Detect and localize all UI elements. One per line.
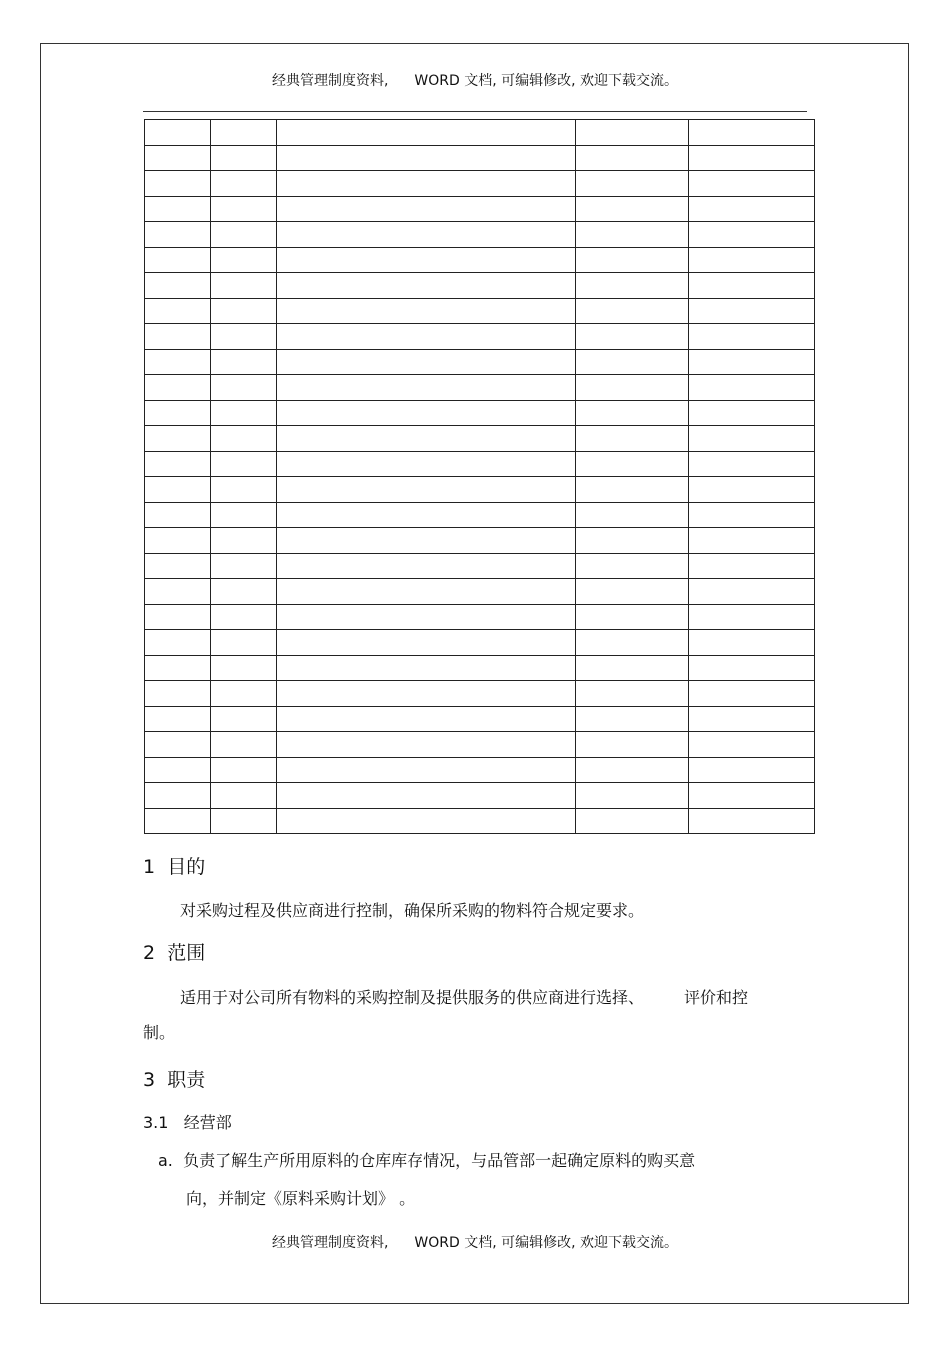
table-row xyxy=(145,808,815,834)
table-cell xyxy=(211,171,277,197)
table-cell xyxy=(277,477,576,503)
table-cell xyxy=(689,196,815,222)
table-cell xyxy=(689,120,815,146)
table-cell xyxy=(689,375,815,401)
section-3-number: 3 xyxy=(143,1069,156,1091)
table-cell xyxy=(689,579,815,605)
table-row xyxy=(145,324,815,350)
table-row xyxy=(145,349,815,375)
table-row xyxy=(145,145,815,171)
table-row xyxy=(145,171,815,197)
table-cell xyxy=(689,528,815,554)
table-cell xyxy=(576,757,689,783)
table-cell xyxy=(277,502,576,528)
table-cell xyxy=(689,477,815,503)
table-cell xyxy=(576,426,689,452)
blank-form-table xyxy=(144,119,815,834)
table-cell xyxy=(211,528,277,554)
table-row xyxy=(145,273,815,299)
table-cell xyxy=(576,630,689,656)
table-cell xyxy=(277,451,576,477)
table-cell xyxy=(576,324,689,350)
list-item-a-text: 负责了解生产所用原料的仓库库存情况，与品管部一起确定原料的购买意 xyxy=(183,1151,696,1170)
header-rule xyxy=(143,111,807,112)
table-cell xyxy=(576,706,689,732)
table-cell xyxy=(277,400,576,426)
table-cell xyxy=(689,171,815,197)
table-cell xyxy=(576,247,689,273)
table-cell xyxy=(211,273,277,299)
table-cell xyxy=(211,426,277,452)
table-cell xyxy=(211,783,277,809)
table-cell xyxy=(211,477,277,503)
table-row xyxy=(145,706,815,732)
table-cell xyxy=(145,196,211,222)
table-cell xyxy=(689,502,815,528)
table-cell xyxy=(576,120,689,146)
table-cell xyxy=(277,681,576,707)
table-row xyxy=(145,528,815,554)
table-cell xyxy=(576,681,689,707)
table-cell xyxy=(576,196,689,222)
table-cell xyxy=(576,732,689,758)
table-cell xyxy=(211,375,277,401)
subsection-3-1-title: 经营部 xyxy=(183,1113,232,1132)
table-cell xyxy=(145,732,211,758)
table-cell xyxy=(689,400,815,426)
table-cell xyxy=(277,120,576,146)
subsection-3-1-number: 3.1 xyxy=(143,1113,169,1132)
table-cell xyxy=(145,808,211,834)
section-3-heading xyxy=(143,1065,205,1092)
table-cell xyxy=(145,604,211,630)
table-row xyxy=(145,783,815,809)
table-cell xyxy=(576,477,689,503)
table-cell xyxy=(689,808,815,834)
table-cell xyxy=(277,783,576,809)
table-cell xyxy=(277,222,576,248)
table-cell xyxy=(689,349,815,375)
table-row xyxy=(145,681,815,707)
table-cell xyxy=(689,681,815,707)
table-cell xyxy=(689,757,815,783)
table-cell xyxy=(689,298,815,324)
section-2-number: 2 xyxy=(143,942,156,964)
table-cell xyxy=(277,273,576,299)
subsection-3-1-heading xyxy=(143,1110,232,1133)
table-cell xyxy=(277,528,576,554)
list-item-a-marker: a. xyxy=(158,1151,173,1170)
table-row xyxy=(145,630,815,656)
table-cell xyxy=(211,502,277,528)
table-cell xyxy=(211,630,277,656)
table-cell xyxy=(277,196,576,222)
table-cell xyxy=(211,196,277,222)
table-cell xyxy=(576,655,689,681)
footer-left-text: 经典管理制度资料, xyxy=(271,1235,389,1251)
table-cell xyxy=(277,426,576,452)
table-row xyxy=(145,477,815,503)
table-cell xyxy=(211,222,277,248)
table-cell xyxy=(145,247,211,273)
table-cell xyxy=(145,579,211,605)
table-row xyxy=(145,298,815,324)
table-cell xyxy=(211,120,277,146)
table-cell xyxy=(689,655,815,681)
table-cell xyxy=(145,757,211,783)
table-cell xyxy=(576,273,689,299)
section-1-heading xyxy=(143,852,205,879)
header-left-text: 经典管理制度资料, xyxy=(271,73,389,89)
table-row xyxy=(145,222,815,248)
table-cell xyxy=(211,145,277,171)
table-cell xyxy=(145,120,211,146)
table-cell xyxy=(277,247,576,273)
table-cell xyxy=(145,145,211,171)
table-cell xyxy=(145,324,211,350)
table-cell xyxy=(277,324,576,350)
table-cell xyxy=(277,349,576,375)
table-cell xyxy=(145,681,211,707)
table-cell xyxy=(277,808,576,834)
table-cell xyxy=(277,706,576,732)
table-cell xyxy=(277,732,576,758)
table-cell xyxy=(211,298,277,324)
table-cell xyxy=(145,171,211,197)
table-cell xyxy=(145,706,211,732)
table-row xyxy=(145,400,815,426)
table-row xyxy=(145,553,815,579)
table-row xyxy=(145,579,815,605)
table-cell xyxy=(211,681,277,707)
table-cell xyxy=(576,171,689,197)
table-cell xyxy=(576,298,689,324)
table-cell xyxy=(211,808,277,834)
table-cell xyxy=(576,349,689,375)
table-cell xyxy=(145,426,211,452)
table-cell xyxy=(576,579,689,605)
table-cell xyxy=(277,375,576,401)
table-cell xyxy=(145,222,211,248)
section-2-heading xyxy=(143,938,205,965)
section-3-title: 职责 xyxy=(167,1069,206,1091)
page-header xyxy=(0,70,950,90)
table-cell xyxy=(211,655,277,681)
table-cell xyxy=(576,451,689,477)
table-cell xyxy=(689,732,815,758)
table-cell xyxy=(145,400,211,426)
table-cell xyxy=(277,757,576,783)
table-cell xyxy=(145,655,211,681)
table-cell xyxy=(277,553,576,579)
table-row xyxy=(145,604,815,630)
table-cell xyxy=(211,604,277,630)
table-row xyxy=(145,451,815,477)
list-item-a-line2: 向，并制定《原料采购计划》 。 xyxy=(186,1189,416,1208)
section-2-body-line2: 制。 xyxy=(143,1023,176,1042)
section-1-number: 1 xyxy=(143,856,156,878)
table-cell xyxy=(211,247,277,273)
table-cell xyxy=(576,502,689,528)
table-row xyxy=(145,757,815,783)
table-cell xyxy=(689,553,815,579)
table-cell xyxy=(145,502,211,528)
table-cell xyxy=(689,273,815,299)
header-right-text: WORD 文档, 可编辑修改, 欢迎下载交流。 xyxy=(414,73,679,89)
table-body xyxy=(145,120,815,834)
table-cell xyxy=(576,400,689,426)
table-cell xyxy=(689,145,815,171)
table-cell xyxy=(211,732,277,758)
table-cell xyxy=(145,273,211,299)
table-cell xyxy=(277,655,576,681)
table-cell xyxy=(211,706,277,732)
table-cell xyxy=(145,630,211,656)
table-cell xyxy=(576,222,689,248)
table-row xyxy=(145,120,815,146)
table-cell xyxy=(277,298,576,324)
page-footer xyxy=(0,1232,950,1252)
section-1-body: 对采购过程及供应商进行控制，确保所采购的物料符合规定要求。 xyxy=(180,901,645,920)
section-2-body-text: 适用于对公司所有物料的采购控制及提供服务的供应商进行选择、 xyxy=(180,988,645,1007)
section-1-title: 目的 xyxy=(167,856,206,878)
table-cell xyxy=(277,145,576,171)
table-cell xyxy=(211,349,277,375)
table-cell xyxy=(277,630,576,656)
table-cell xyxy=(277,579,576,605)
table-row xyxy=(145,375,815,401)
table-cell xyxy=(145,528,211,554)
table-row xyxy=(145,426,815,452)
table-cell xyxy=(576,528,689,554)
section-2-title: 范围 xyxy=(167,942,206,964)
table-cell xyxy=(277,604,576,630)
table-cell xyxy=(145,451,211,477)
table-cell xyxy=(211,400,277,426)
table-cell xyxy=(145,298,211,324)
list-item-a-line1 xyxy=(158,1148,695,1171)
table-row xyxy=(145,732,815,758)
table-cell xyxy=(689,426,815,452)
table-cell xyxy=(145,553,211,579)
table-cell xyxy=(689,247,815,273)
table-row xyxy=(145,502,815,528)
table-cell xyxy=(277,171,576,197)
table-cell xyxy=(576,553,689,579)
table-cell xyxy=(576,375,689,401)
table-cell xyxy=(576,145,689,171)
table-cell xyxy=(576,808,689,834)
table-cell xyxy=(689,604,815,630)
section-2-body-tail: 评价和控 xyxy=(684,988,749,1007)
table-row xyxy=(145,655,815,681)
table-cell xyxy=(576,604,689,630)
table-cell xyxy=(689,706,815,732)
table-cell xyxy=(145,349,211,375)
table-cell xyxy=(689,783,815,809)
table-row xyxy=(145,247,815,273)
table-cell xyxy=(211,757,277,783)
table-cell xyxy=(211,324,277,350)
table-cell xyxy=(145,783,211,809)
section-2-body-line1 xyxy=(180,985,748,1008)
table-cell xyxy=(689,630,815,656)
table-row xyxy=(145,196,815,222)
table-cell xyxy=(211,451,277,477)
footer-right-text: WORD 文档, 可编辑修改, 欢迎下载交流。 xyxy=(414,1235,679,1251)
table-cell xyxy=(689,451,815,477)
table-cell xyxy=(145,477,211,503)
table-cell xyxy=(576,783,689,809)
table-cell xyxy=(145,375,211,401)
table-cell xyxy=(689,222,815,248)
table-cell xyxy=(211,553,277,579)
table-cell xyxy=(211,579,277,605)
table-cell xyxy=(689,324,815,350)
